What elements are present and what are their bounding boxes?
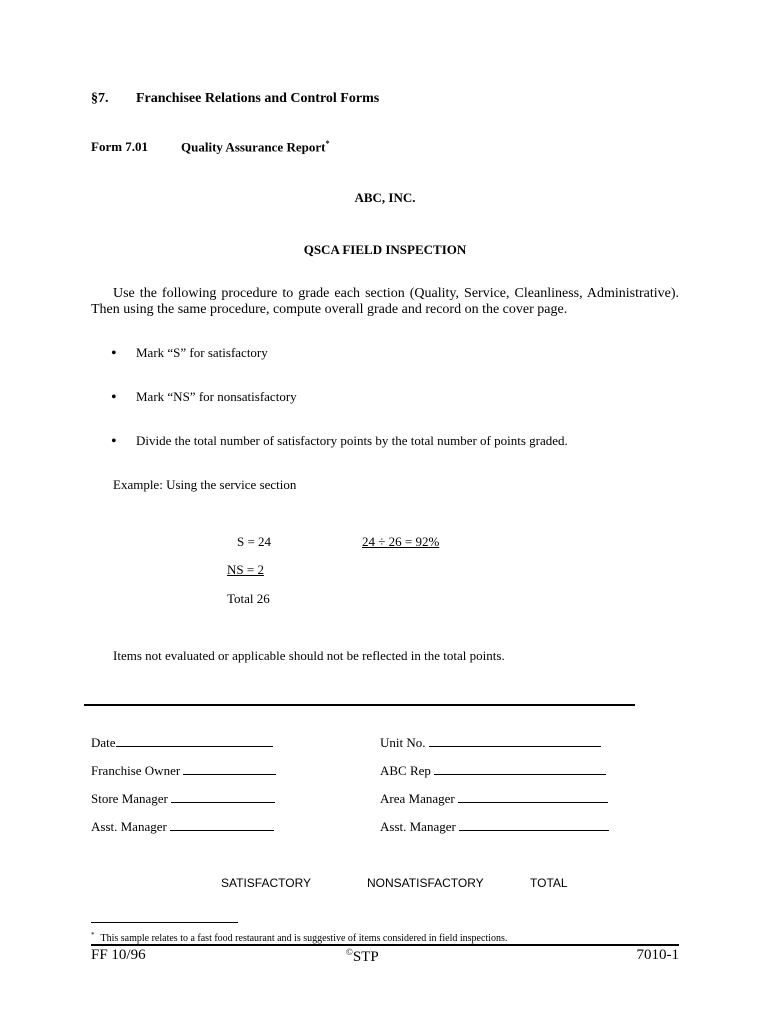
example-ns: NS = 2 xyxy=(227,562,264,577)
footer-left: FF 10/96 xyxy=(91,947,146,963)
unit-no-field[interactable]: Unit No. xyxy=(380,735,601,751)
asst-manager-left-input-line[interactable] xyxy=(170,819,274,831)
col-nonsatisfactory: NONSATISFACTORY xyxy=(367,876,484,890)
franchise-owner-input-line[interactable] xyxy=(183,763,276,775)
form-number: Form 7.01 xyxy=(91,139,149,154)
date-field[interactable]: Date xyxy=(91,735,273,751)
example-formula: 24 ÷ 26 = 92% xyxy=(362,534,440,549)
footer-rule xyxy=(91,944,679,946)
company-name: ABC, INC. xyxy=(354,190,416,205)
note-text: Items not evaluated or applicable should not be reflected in the total points. xyxy=(113,648,505,663)
example-total: Total 26 xyxy=(227,591,270,606)
footnote: * This sample relates to a fast food restaurant and is suggestive of items considered in field inspections. xyxy=(91,931,508,945)
date-input-line[interactable] xyxy=(116,735,273,747)
bullet-1: • Mark “S” for satisfactory xyxy=(111,345,268,362)
asst-manager-right-input-line[interactable] xyxy=(459,819,609,831)
section-title: Franchisee Relations and Control Forms xyxy=(136,91,380,106)
footnote-separator xyxy=(91,922,238,923)
footer-right: 7010-1 xyxy=(636,947,679,963)
area-manager-input-line[interactable] xyxy=(458,791,608,803)
unit-no-input-line[interactable] xyxy=(429,735,601,747)
section-number: §7. xyxy=(91,91,109,106)
bullet-2: • Mark “NS” for nonsatisfactory xyxy=(111,389,297,406)
abc-rep-input-line[interactable] xyxy=(434,763,606,775)
franchise-owner-field[interactable]: Franchise Owner xyxy=(91,763,276,779)
example-s: S = 24 xyxy=(237,534,272,549)
divider-line xyxy=(84,704,635,706)
inspection-title: QSCA FIELD INSPECTION xyxy=(303,242,467,257)
col-total: TOTAL xyxy=(530,876,568,890)
bullet-dot-icon: • xyxy=(111,389,117,406)
bullet-dot-icon: • xyxy=(111,433,117,450)
area-manager-field[interactable]: Area Manager xyxy=(380,791,608,807)
bullet-3: • Divide the total number of satisfactory points by the total number of points graded. xyxy=(111,433,568,450)
abc-rep-field[interactable]: ABC Rep xyxy=(380,763,606,779)
example-label: Example: Using the service section xyxy=(113,477,297,492)
store-manager-field[interactable]: Store Manager xyxy=(91,791,275,807)
col-satisfactory: SATISFACTORY xyxy=(221,876,312,890)
asst-manager-left-field[interactable]: Asst. Manager xyxy=(91,819,274,835)
store-manager-input-line[interactable] xyxy=(171,791,275,803)
form-title: Quality Assurance Report* xyxy=(181,139,330,155)
asst-manager-right-field[interactable]: Asst. Manager xyxy=(380,819,609,835)
bullet-dot-icon: • xyxy=(111,345,117,362)
intro-paragraph: Use the following procedure to grade each section (Quality, Service, Cleanliness, Administrative). Then using the same procedure, compute overall grade and record on the cover page. xyxy=(91,286,679,317)
footer-center: ©STP xyxy=(346,947,379,965)
